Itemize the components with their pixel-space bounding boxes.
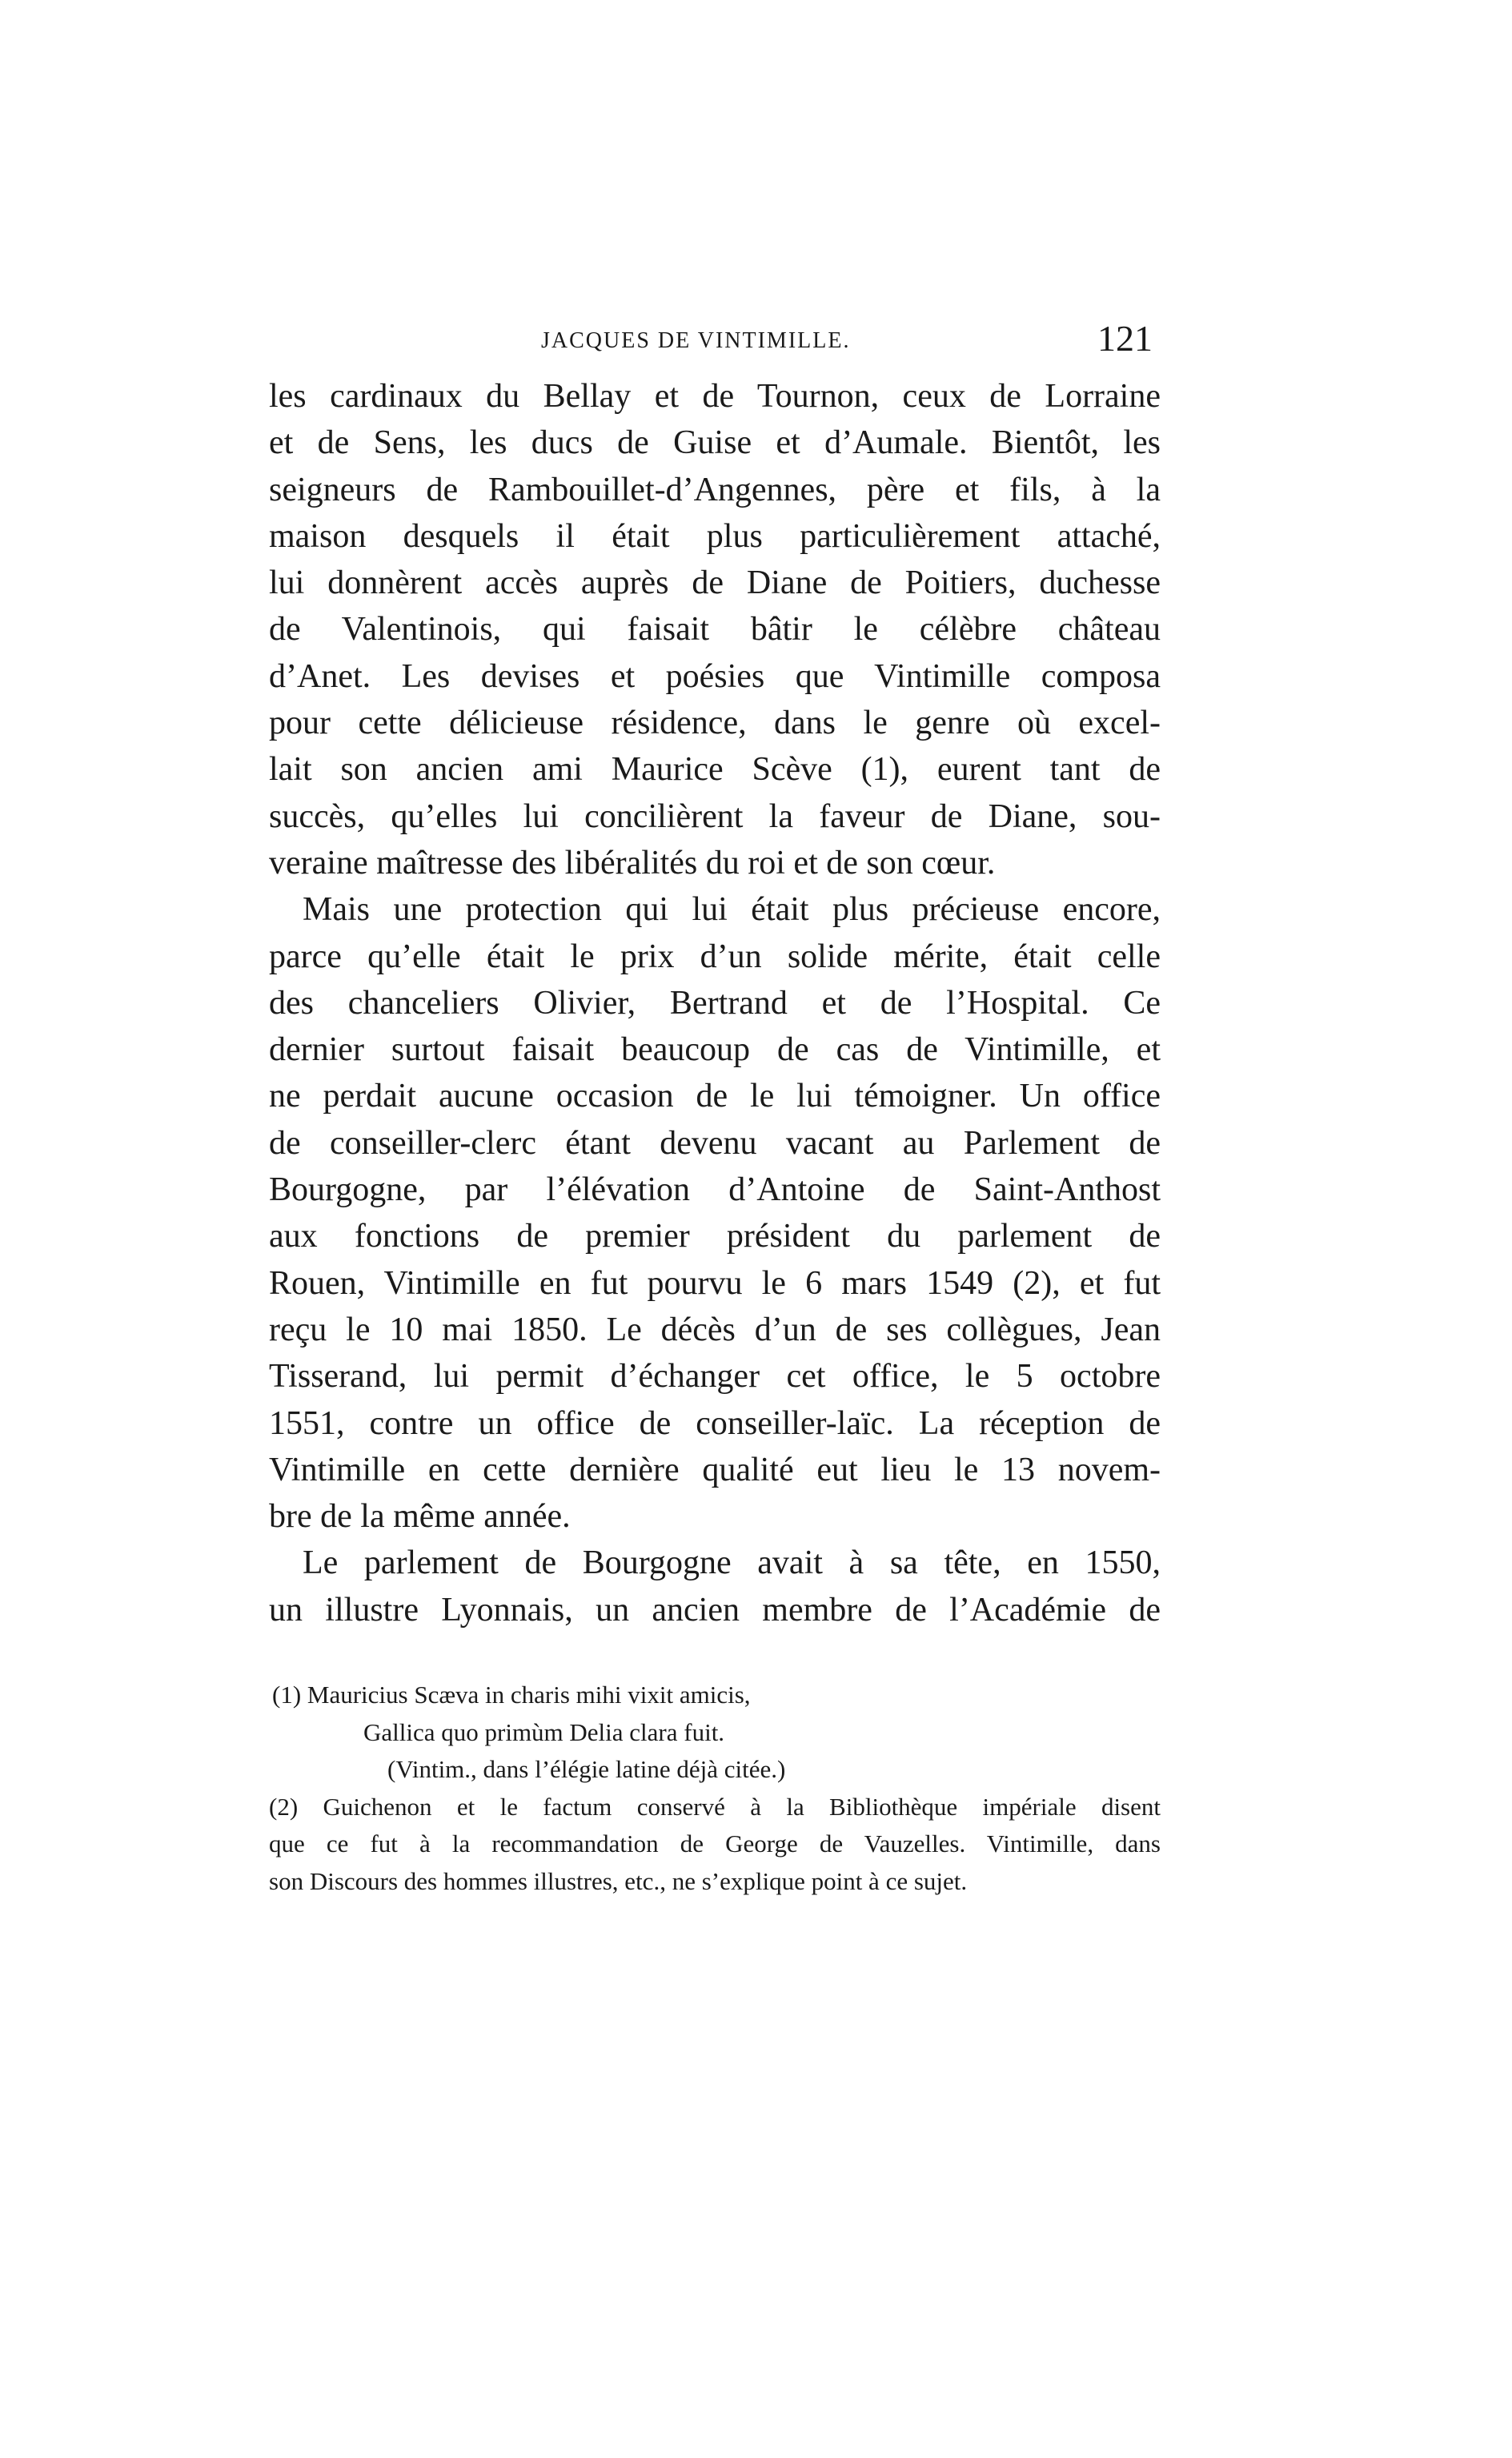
paragraph-first-line: Le parlement de Bourgogne avait à sa tête, en 1550, [303,1544,1161,1582]
page-number: 121 [1097,318,1153,359]
text-line: 1551, contre un office de conseiller-laïc. La réception de [269,1404,1161,1442]
text-line: de conseiller-clerc étant devenu vacant au Parlement de [269,1124,1161,1162]
text-line: seigneurs de Rambouillet-d’Angennes, père et fils, à la [269,471,1161,508]
footnote-1-line: (Vintim., dans l’élégie latine déjà citée.) [387,1755,786,1783]
text-line: Rouen, Vintimille en fut pourvu le 6 mars 1549 (2), et fut [269,1264,1161,1302]
text-line: un illustre Lyonnais, un ancien membre de l’Académie de [269,1591,1161,1629]
paragraph-first-line: Mais une protection qui lui était plus précieuse encore, [303,891,1161,929]
footnote-2-line: (2) Guichenon et le factum conservé à la Bibliothèque impériale disent [269,1792,1161,1821]
text-line: dernier surtout faisait beaucoup de cas de Vintimille, et [269,1031,1161,1069]
text-line: les cardinaux du Bellay et de Tournon, ceux de Lorraine [269,378,1161,415]
text-line: lait son ancien ami Maurice Scève (1), eurent tant de [269,751,1161,789]
footnote-1-line: Gallica quo primùm Delia clara fuit. [363,1717,725,1746]
page-header [269,314,1157,370]
text-line: bre de la même année. [269,1498,571,1536]
text-line: lui donnèrent accès auprès de Diane de Poitiers, duchesse [269,564,1161,602]
text-line: Bourgogne, par l’élévation d’Antoine de Saint-Anthost [269,1171,1161,1209]
footnote-2-line: que ce fut à la recommandation de George de Vauzelles. Vintimille, dans [269,1829,1161,1858]
text-line: Tisserand, lui permit d’échanger cet office, le 5 octobre [269,1358,1161,1396]
text-line: maison desquels il était plus particulièrement attaché, [269,517,1161,555]
body-text [269,373,1161,1633]
footnotes [269,1677,1161,1900]
text-line: reçu le 10 mai 1850. Le décès d’un de ses collègues, Jean [269,1311,1161,1348]
text-line: d’Anet. Les devises et poésies que Vintimille composa [269,657,1161,695]
text-line: parce qu’elle était le prix d’un solide mérite, était celle [269,938,1161,975]
footnote-2-line: son Discours des hommes illustres, etc., ne s’explique point à ce sujet. [269,1866,968,1895]
text-line: aux fonctions de premier président du parlement de [269,1218,1161,1255]
footnote-1-line: (1) Mauricius Scæva in charis mihi vixit amicis, [272,1681,751,1709]
text-line: des chanceliers Olivier, Bertrand et de l’Hospital. Ce [269,984,1161,1022]
text-line: pour cette délicieuse résidence, dans le genre où excel- [269,705,1161,742]
text-line: veraine maîtresse des libéralités du roi et de son cœur. [269,844,996,882]
text-line: succès, qu’elles lui concilièrent la faveur de Diane, sou- [269,797,1161,835]
running-title: JACQUES DE VINTIMILLE. [541,328,851,353]
text-line: de Valentinois, qui faisait bâtir le célèbre château [269,611,1161,649]
text-line: ne perdait aucune occasion de le lui témoigner. Un office [269,1078,1161,1115]
text-line: Vintimille en cette dernière qualité eut lieu le 13 novem- [269,1451,1161,1488]
text-line: et de Sens, les ducs de Guise et d’Aumale. Bientôt, les [269,424,1161,462]
